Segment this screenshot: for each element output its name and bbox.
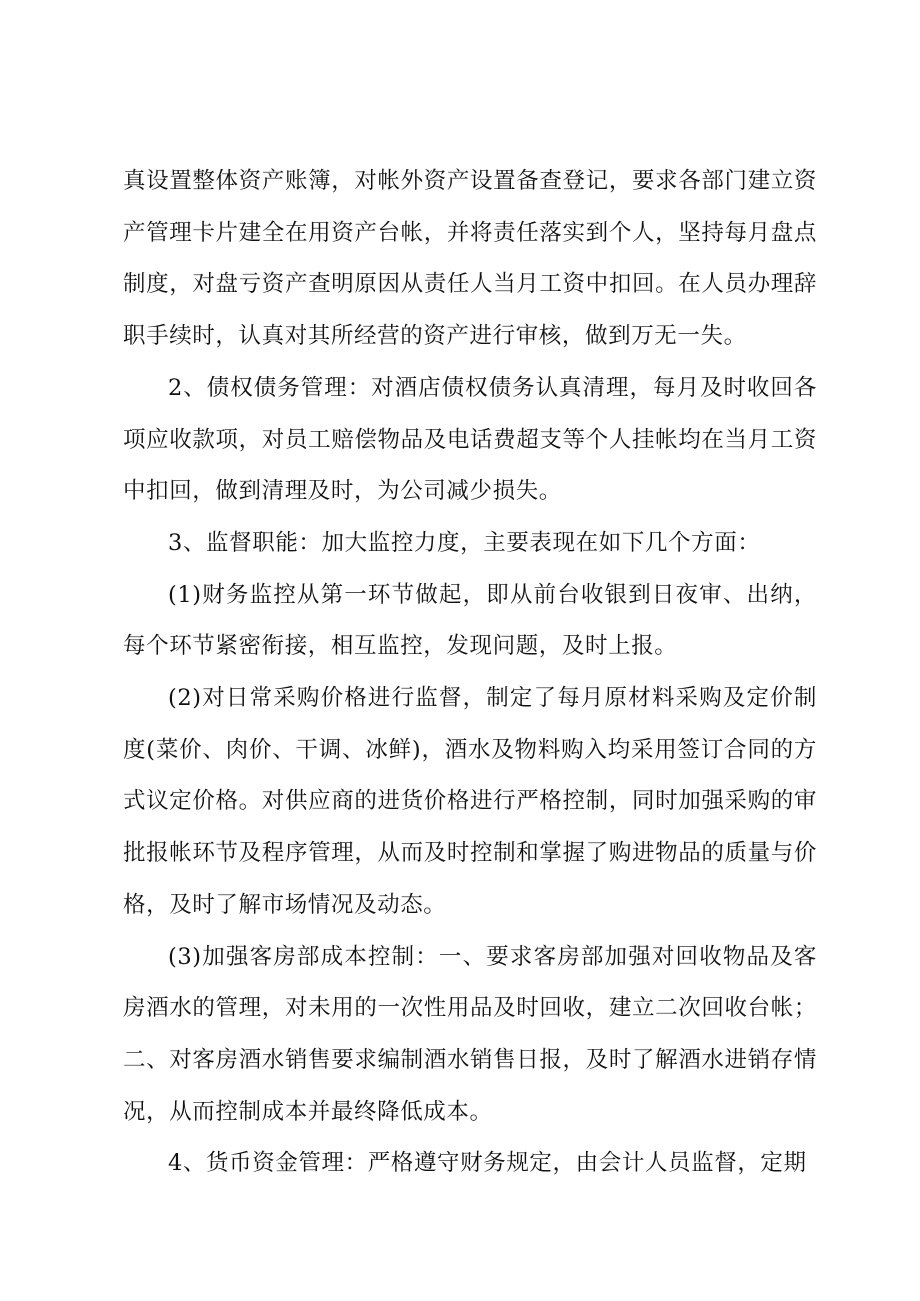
paragraph-debt-management: 2、债权债务管理：对酒店债权债务认真清理，每月及时收回各项应收款项，对员工赔偿物品及电话费超支等个人挂帐均在当月工资中扣回，做到清理及时，为公司减少损失。 (123, 374, 817, 505)
paragraph-supervision-item-2: (2)对日常采购价格进行监督，制定了每月原材料采购及定价制度(菜价、肉价、干调、冰鲜)，酒水及物料购入均采用签订合同的方式议定价格。对供应商的进货价格进行严格控制，同时加强采购的审批报帐环节及程序管理，从而及时控制和掌握了购进物品的质量与价格，及时了解市场情况及动态。 (123, 685, 817, 918)
paragraph-cash-management: 4、货币资金管理：严格遵守财务规定，由会计人员监督，定期 (168, 1150, 807, 1177)
paragraph-supervision-item-1: (1)财务监控从第一环节做起，即从前台收银到日夜审、出纳，每个环节紧密衔接，相互监控，发现问题，及时上报。 (123, 581, 817, 660)
paragraph-asset-management: 真设置整体资产账簿，对帐外资产设置备查登记，要求各部门建立资产管理卡片建全在用资产台帐，并将责任落实到个人，坚持每月盘点制度，对盘亏资产查明原因从责任人当月工资中扣回。在人员办理辞职手续时，认真对其所经营的资产进行审核，做到万无一失。 (123, 168, 817, 350)
paragraph-supervision-heading: 3、监督职能：加大监控力度，主要表现在如下几个方面： (168, 529, 761, 556)
document-body (123, 156, 817, 1190)
paragraph-supervision-item-3: (3)加强客房部成本控制：一、要求客房部加强对回收物品及客房酒水的管理，对未用的一次性用品及时回收，建立二次回收台帐；二、对客房酒水销售要求编制酒水销售日报，及时了解酒水进销存情况，从而控制成本并最终降低成本。 (123, 943, 817, 1125)
